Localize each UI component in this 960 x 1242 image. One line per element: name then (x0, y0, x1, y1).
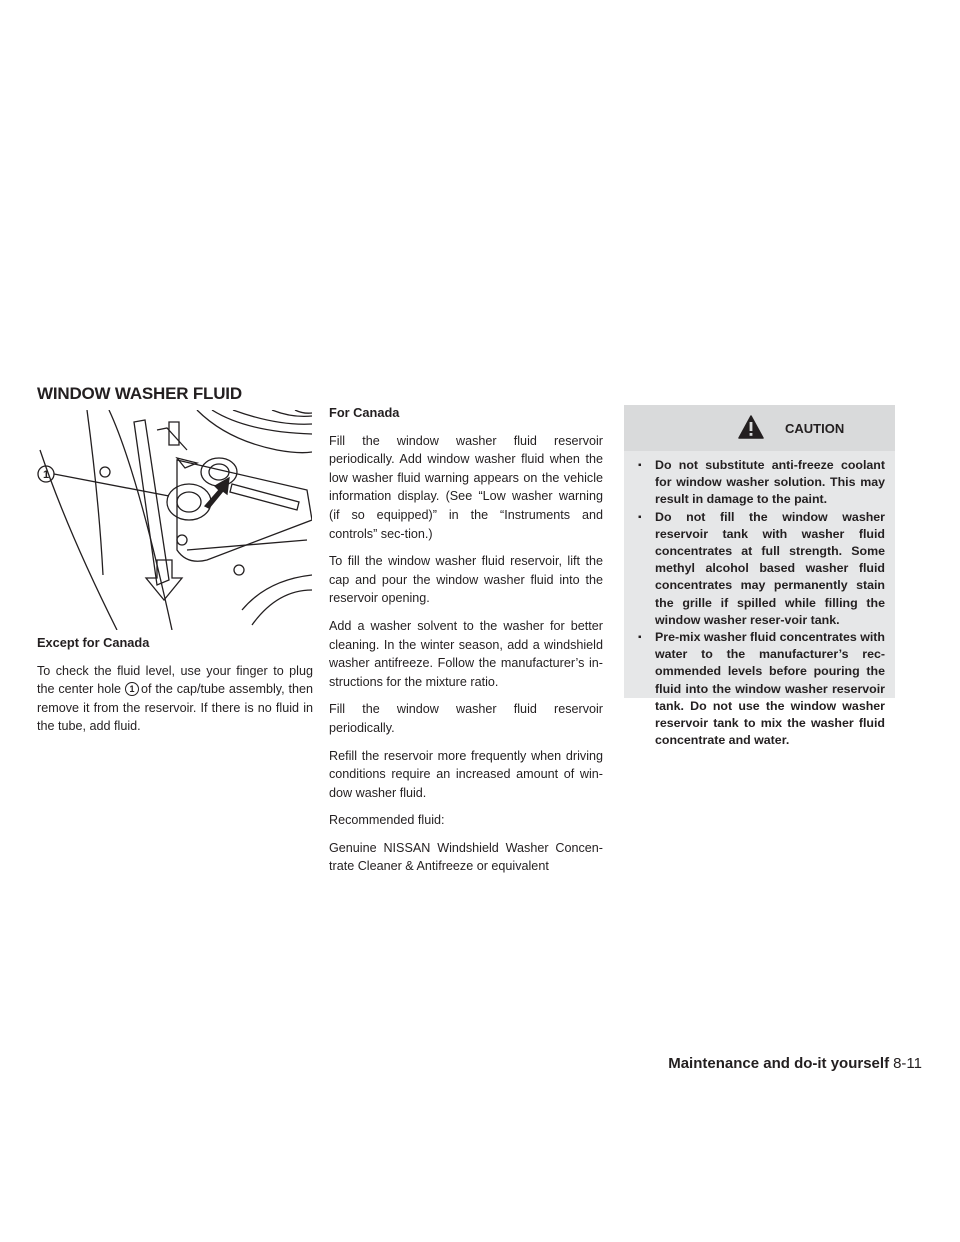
page-footer (668, 1055, 922, 1072)
except-canada-subhead: Except for Canada (37, 635, 150, 650)
check-fluid-text-a: To check the fluid level, use your finger to plug the center hole (37, 663, 313, 697)
callout-1-marker: 1 (125, 682, 139, 696)
caution-list (624, 451, 895, 749)
recommended-fluid-label: Recommended fluid: (329, 813, 445, 828)
page-title: WINDOW WASHER FLUID (37, 384, 242, 403)
except-canada-paragraph (37, 662, 313, 736)
canada-paragraph: Fill the window washer fluid reservoir periodically. Add window washer fluid when the low washer fluid warning appears on the vehicle information display. (See “Low washer warning (if so equipped)” in the “Instruments and controls” sec-tion.) (329, 433, 603, 541)
caution-item: ▪ Do not substitute anti-freeze coolant for window washer solution. This may result in damage to the paint. (638, 457, 885, 509)
canada-paragraph: Refill the reservoir more frequently when driving conditions require an increased amount of win-dow washer fluid. (329, 748, 603, 800)
caution-title: CAUTION (785, 421, 845, 436)
caution-header (624, 405, 895, 451)
check-fluid-text-b: of the cap/tube assembly, then remove it from the reservoir. If there is no fluid in the tube, add fluid. (37, 682, 313, 734)
canada-paragraph: To fill the window washer fluid reservoir, lift the cap and pour the window washer fluid into the reservoir opening. (329, 554, 603, 606)
canada-paragraph: Fill the window washer fluid reservoir periodically. (329, 702, 603, 735)
warning-triangle-icon (738, 415, 764, 439)
caution-item: ▪ Pre-mix washer fluid concentrates with water to the manufacturer’s rec-ommended levels before pouring the fluid into the window washer reservoir tank. Do not use the window washer reservoir tank to mix the washer fluid concentrate and water. (638, 629, 885, 749)
caution-item: ▪ Do not fill the window washer reservoir tank with washer fluid concentrates at full strength. Some methyl alcohol based washer fluid concentrates may permanently stain the grille if spilled while filling the window washer reser-voir tank. (638, 509, 885, 629)
recommended-fluid-value: Genuine NISSAN Windshield Washer Concen-trate Cleaner & Antifreeze or equivalent (329, 840, 603, 874)
middle-column (329, 404, 603, 885)
canada-paragraph: Add a washer solvent to the washer for better cleaning. In the winter season, add a windshield washer antifreeze. Follow the manufacturer’s in-structions for the mixture ratio. (329, 618, 603, 689)
caution-box (624, 405, 895, 748)
illustration-callout-1: 1 (42, 469, 50, 481)
footer-section-title: Maintenance and do-it yourself (668, 1055, 890, 1072)
left-column (37, 634, 313, 745)
for-canada-subhead: For Canada (329, 405, 400, 420)
page-number: 8-11 (893, 1055, 922, 1072)
washer-reservoir-illustration (37, 410, 312, 630)
